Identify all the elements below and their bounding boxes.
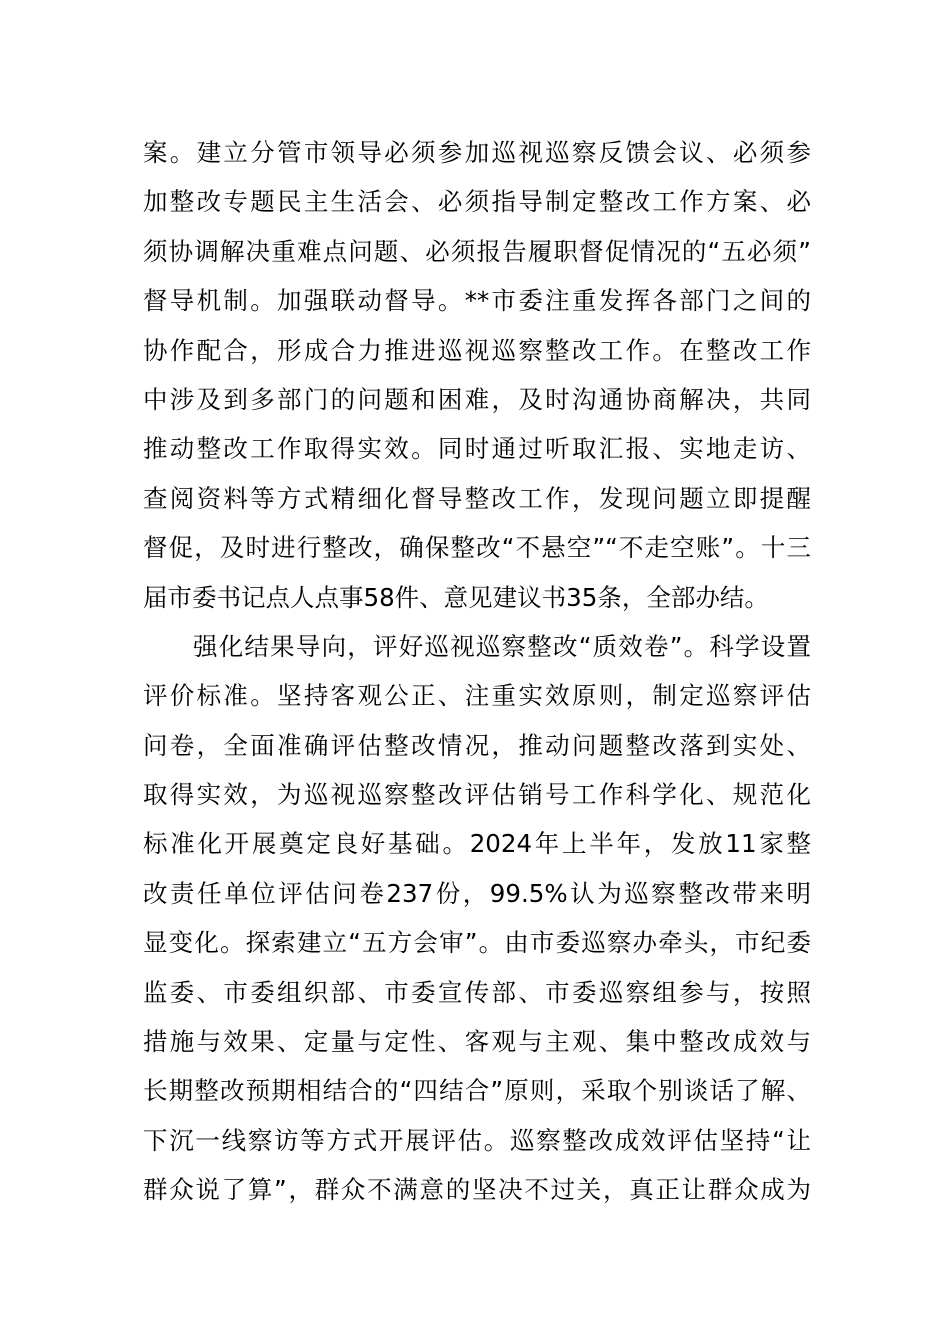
text-line: 案。建立分管市领导必须参加巡视巡察反馈会议、必须参	[143, 138, 811, 167]
text-line: 标准化开展奠定良好基础。2024年上半年，发放11家整	[143, 829, 811, 859]
text-line: 显变化。探索建立“五方会审”。由市委巡察办牵头，市纪委	[143, 928, 811, 958]
text-line: 督促，及时进行整改，确保整改“不悬空”“不走空账”。十三	[143, 533, 811, 563]
text-line: 查阅资料等方式精细化督导整改工作，发现问题立即提醒	[143, 483, 811, 513]
text-line: 长期整改预期相结合的“四结合”原则，采取个别谈话了解、	[143, 1076, 811, 1106]
text-line: 改责任单位评估问卷237份，99.5%认为巡察整改带来明	[143, 878, 811, 908]
text-line: 措施与效果、定量与定性、客观与主观、集中整改成效与	[143, 1027, 811, 1057]
text-line: 督导机制。加强联动督导。**市委注重发挥各部门之间的	[143, 286, 811, 316]
text-line: 中涉及到多部门的问题和困难，及时沟通协商解决，共同	[143, 384, 811, 414]
text-line: 推动整改工作取得实效。同时通过听取汇报、实地走访、	[143, 434, 811, 464]
text-line: 协作配合，形成合力推进巡视巡察整改工作。在整改工作	[143, 335, 811, 365]
text-line: 评价标准。坚持客观公正、注重实效原则，制定巡察评估	[143, 681, 811, 711]
text-line: 取得实效，为巡视巡察整改评估销号工作科学化、规范化	[143, 780, 811, 810]
text-line: 届市委书记点人点事58件、意见建议书35条，全部办结。	[143, 582, 769, 612]
text-line: 监委、市委组织部、市委宣传部、市委巡察组参与，按照	[143, 977, 811, 1007]
text-line: 下沉一线察访等方式开展评估。巡察整改成效评估坚持“让	[143, 1125, 811, 1155]
text-line: 须协调解决重难点问题、必须报告履职督促情况的“五必须”	[143, 236, 811, 266]
body-text	[143, 128, 811, 1215]
paragraph-first-line: 强化结果导向，评好巡视巡察整改“质效卷”。科学设置	[193, 631, 811, 661]
text-line: 加整改专题民主生活会、必须指导制定整改工作方案、必	[143, 187, 811, 217]
text-line: 问卷，全面准确评估整改情况，推动问题整改落到实处、	[143, 730, 811, 760]
text-line: 群众说了算”，群众不满意的坚决不过关，真正让群众成为	[143, 1175, 811, 1205]
